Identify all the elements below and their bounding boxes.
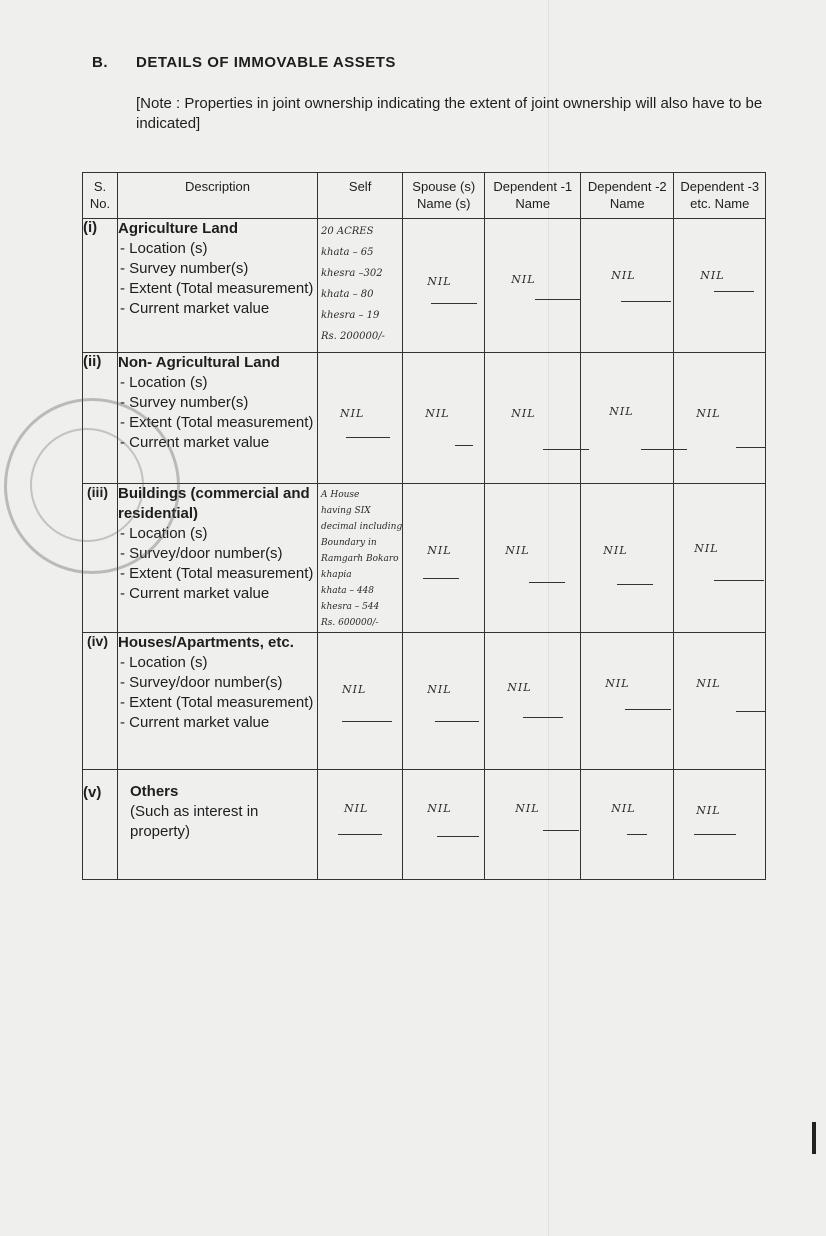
dash-mark — [423, 578, 459, 579]
dependent-1-cell — [485, 219, 581, 353]
hw-line: khesra – 544 — [321, 602, 380, 612]
hw-line: khesra –302 — [321, 268, 383, 279]
nil-entry: NIL — [700, 269, 725, 282]
dependent-2-cell — [581, 353, 674, 484]
binder-mark — [812, 1122, 816, 1154]
nil-entry: NIL — [427, 544, 452, 557]
row-item: - Current market value — [120, 300, 270, 317]
nil-entry: NIL — [342, 683, 367, 696]
table-row — [83, 633, 766, 770]
table-row — [83, 770, 766, 880]
row-item: - Extent (Total measurement) — [120, 414, 314, 431]
row-number: (ii) — [83, 353, 118, 484]
row-heading: Buildings (commercial and residential) — [118, 485, 310, 522]
nil-entry: NIL — [425, 407, 450, 420]
dash-mark — [714, 291, 754, 292]
dependent-1-cell — [485, 353, 581, 484]
header-dependent-1: Dependent -1 Name — [485, 173, 581, 219]
row-item: - Location (s) — [120, 525, 208, 542]
self-cell — [318, 219, 403, 353]
nil-entry: NIL — [611, 269, 636, 282]
dash-mark — [435, 721, 479, 722]
seal-stamp-inner-ring — [30, 428, 144, 542]
table-row — [83, 353, 766, 484]
spouse-cell — [403, 770, 485, 880]
row-heading: Others — [130, 783, 179, 800]
dash-mark — [431, 303, 477, 304]
nil-entry: NIL — [605, 677, 630, 690]
nil-entry: NIL — [505, 544, 530, 557]
nil-entry: NIL — [696, 407, 721, 420]
row-item: - Current market value — [120, 434, 270, 451]
nil-entry: NIL — [427, 275, 452, 288]
spouse-cell — [403, 353, 485, 484]
dash-mark — [736, 447, 766, 448]
nil-entry: NIL — [611, 802, 636, 815]
row-number: (i) — [83, 219, 118, 353]
nil-entry: NIL — [511, 407, 536, 420]
nil-entry: NIL — [694, 542, 719, 555]
dependent-3-cell — [674, 353, 766, 484]
header-dependent-2: Dependent -2 Name — [581, 173, 674, 219]
dash-mark — [694, 834, 736, 835]
hw-line: khapia — [321, 570, 352, 580]
dash-mark — [617, 584, 653, 585]
header-dependent-3: Dependent -3 etc. Name — [674, 173, 766, 219]
dependent-3-cell — [674, 770, 766, 880]
dependent-1-cell — [485, 770, 581, 880]
dash-mark — [338, 834, 382, 835]
row-item: - Survey/door number(s) — [120, 674, 283, 691]
nil-entry: NIL — [515, 802, 540, 815]
row-heading: Non- Agricultural Land — [118, 354, 280, 371]
header-row — [83, 173, 766, 219]
hw-line: Rs. 600000/- — [321, 618, 379, 628]
hw-line: khata – 448 — [321, 586, 374, 596]
spouse-cell — [403, 484, 485, 633]
row-item: - Survey/door number(s) — [120, 545, 283, 562]
dash-mark — [621, 301, 671, 302]
self-cell — [318, 633, 403, 770]
dependent-3-cell — [674, 633, 766, 770]
self-cell — [318, 770, 403, 880]
header-self: Self — [318, 173, 403, 219]
row-item: - Extent (Total measurement) — [120, 565, 314, 582]
dash-mark — [455, 445, 473, 446]
hw-line: Rs. 200000/- — [321, 331, 385, 342]
hw-line: Boundary in — [321, 538, 377, 548]
dependent-2-cell — [581, 484, 674, 633]
row-item: - Location (s) — [120, 654, 208, 671]
header-spouse: Spouse (s) Name (s) — [403, 173, 485, 219]
nil-entry: NIL — [427, 683, 452, 696]
hw-line: khesra – 19 — [321, 310, 380, 321]
immovable-assets-table — [82, 172, 766, 880]
dash-mark — [714, 580, 764, 581]
dash-mark — [342, 721, 392, 722]
nil-entry: NIL — [603, 544, 628, 557]
row-number: (iii) — [83, 484, 118, 633]
dash-mark — [535, 299, 581, 300]
nil-entry: NIL — [511, 273, 536, 286]
header-sno: S. No. — [83, 173, 118, 219]
row-item: (Such as interest in property) — [130, 803, 259, 840]
hw-line: khata – 80 — [321, 289, 374, 300]
dependent-3-cell — [674, 484, 766, 633]
handwritten-self-entry — [318, 219, 402, 347]
table-row — [83, 219, 766, 353]
dash-mark — [529, 582, 565, 583]
hw-line: khata – 65 — [321, 247, 374, 258]
row-description — [118, 219, 318, 353]
section-title: DETAILS OF IMMOVABLE ASSETS — [136, 54, 396, 71]
row-item: - Current market value — [120, 714, 270, 731]
row-item: - Extent (Total measurement) — [120, 694, 314, 711]
self-cell — [318, 353, 403, 484]
dash-mark — [543, 830, 579, 831]
row-item: - Location (s) — [120, 240, 208, 257]
dependent-2-cell — [581, 219, 674, 353]
nil-entry: NIL — [344, 802, 369, 815]
row-item: - Survey number(s) — [120, 394, 249, 411]
row-description — [118, 770, 318, 880]
spouse-cell — [403, 219, 485, 353]
row-item: - Location (s) — [120, 374, 208, 391]
dash-mark — [346, 437, 390, 438]
nil-entry: NIL — [340, 407, 365, 420]
nil-entry: NIL — [609, 405, 634, 418]
spouse-cell — [403, 633, 485, 770]
hw-line: Ramgarh Bokaro — [321, 554, 399, 564]
dependent-3-cell — [674, 219, 766, 353]
handwritten-self-entry — [318, 484, 402, 631]
hw-line: decimal including — [321, 522, 403, 532]
dependent-2-cell — [581, 633, 674, 770]
hw-line: A House — [321, 490, 360, 500]
row-item: - Current market value — [120, 585, 270, 602]
section-note: [Note : Properties in joint ownership indicating the extent of joint ownership will also have to be indicated] — [136, 95, 763, 132]
dependent-1-cell — [485, 633, 581, 770]
nil-entry: NIL — [507, 681, 532, 694]
table-row — [83, 484, 766, 633]
dash-mark — [437, 836, 479, 837]
row-number: (iv) — [83, 633, 118, 770]
section-letter: B. — [92, 54, 108, 71]
dash-mark — [627, 834, 647, 835]
nil-entry: NIL — [696, 677, 721, 690]
nil-entry: NIL — [696, 804, 721, 817]
dash-mark — [625, 709, 671, 710]
self-cell — [318, 484, 403, 633]
row-item: - Extent (Total measurement) — [120, 280, 314, 297]
dependent-1-cell — [485, 484, 581, 633]
row-item: - Survey number(s) — [120, 260, 249, 277]
dash-mark — [736, 711, 766, 712]
nil-entry: NIL — [427, 802, 452, 815]
dependent-2-cell — [581, 770, 674, 880]
hw-line: having SIX — [321, 506, 371, 516]
row-heading: Houses/Apartments, etc. — [118, 634, 294, 651]
dash-mark — [523, 717, 563, 718]
header-description: Description — [118, 173, 318, 219]
hw-line: 20 ACRES — [321, 226, 374, 237]
row-heading: Agriculture Land — [118, 220, 239, 237]
row-description — [118, 633, 318, 770]
row-number: (v) — [83, 770, 118, 880]
